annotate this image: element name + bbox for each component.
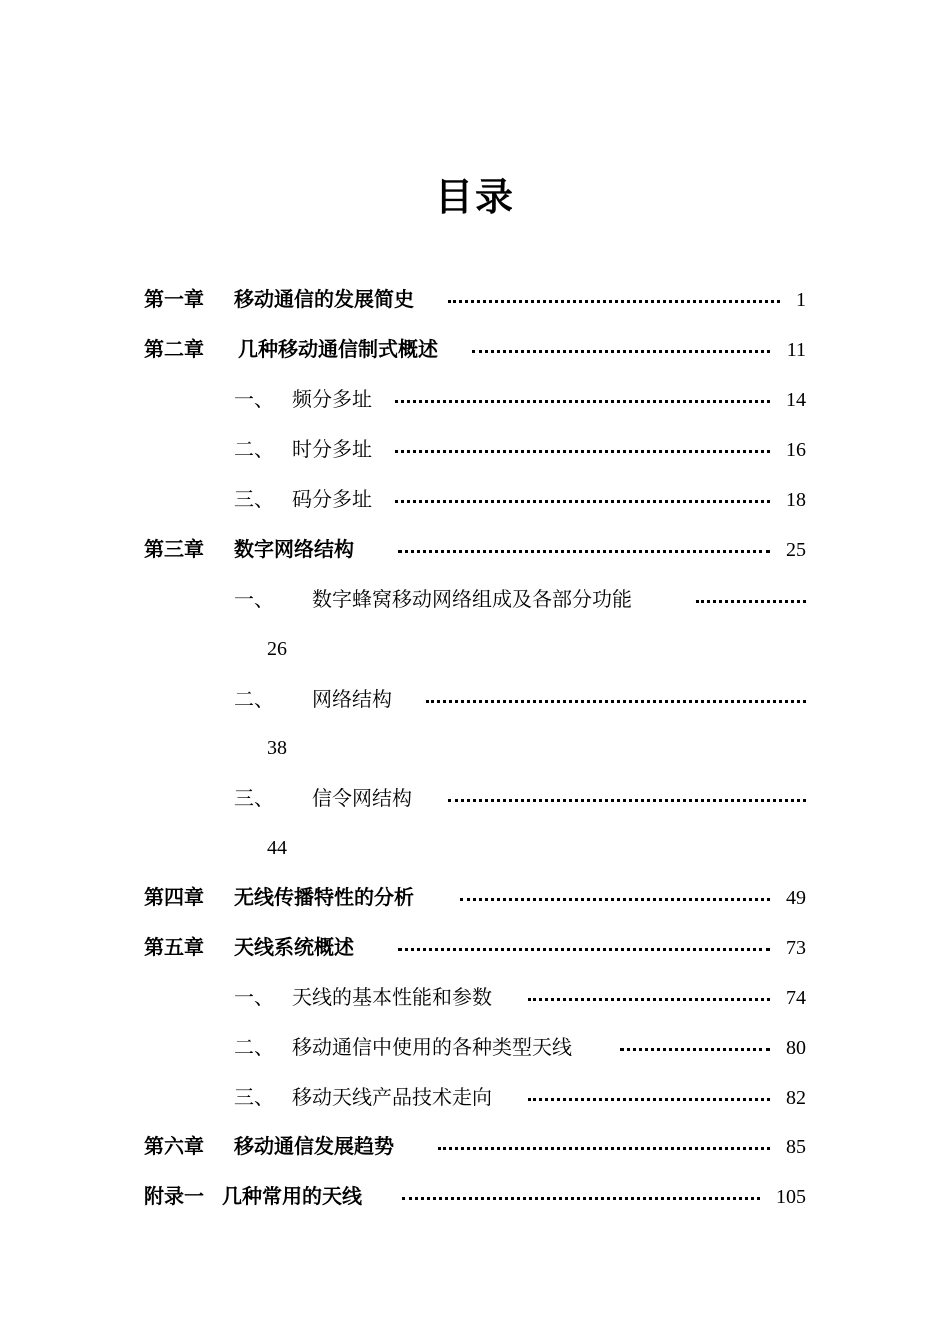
page-number: 74: [786, 987, 806, 1009]
section-title: 时分多址: [292, 437, 372, 461]
section-number: 二、: [234, 437, 274, 461]
dot-leader: [402, 1195, 760, 1200]
page-number: 16: [786, 439, 806, 461]
section-number: 二、: [234, 687, 274, 711]
chapter-label: 第五章: [144, 935, 204, 959]
dot-leader: [448, 298, 780, 303]
section-number: 二、: [234, 1035, 274, 1059]
page-number: 25: [786, 539, 806, 561]
page-number: 1: [796, 289, 806, 311]
chapter-label: 第六章: [144, 1134, 204, 1158]
page-number: 85: [786, 1136, 806, 1158]
section-title: 网络结构: [312, 687, 392, 711]
chapter-title: 移动通信发展趋势: [234, 1134, 394, 1158]
page-number: 11: [786, 339, 806, 361]
chapter-label: 第二章: [144, 337, 204, 361]
page-number: 18: [786, 489, 806, 511]
dot-leader: [395, 448, 770, 453]
dot-leader: [395, 498, 770, 503]
appendix-label: 附录一: [144, 1184, 204, 1208]
page-number: 49: [786, 887, 806, 909]
dot-leader: [398, 548, 770, 553]
chapter-title: 数字网络结构: [234, 537, 354, 561]
dot-leader: [398, 946, 770, 951]
page-number: 26: [267, 638, 287, 660]
dot-leader: [448, 797, 806, 802]
page-number: 82: [786, 1087, 806, 1109]
appendix-title: 几种常用的天线: [222, 1184, 362, 1208]
section-title: 信令网结构: [312, 786, 412, 810]
chapter-label: 第一章: [144, 287, 204, 311]
section-title: 移动通信中使用的各种类型天线: [292, 1035, 572, 1059]
section-title: 天线的基本性能和参数: [292, 985, 492, 1009]
dot-leader: [696, 598, 806, 603]
page-number: 105: [776, 1186, 806, 1208]
section-number: 一、: [234, 587, 274, 611]
section-title: 数字蜂窝移动网络组成及各部分功能: [312, 587, 632, 611]
section-title: 频分多址: [292, 387, 372, 411]
dot-leader: [395, 398, 770, 403]
dot-leader: [460, 896, 770, 901]
page-number: 38: [267, 737, 287, 759]
section-title: 码分多址: [292, 487, 372, 511]
section-number: 三、: [234, 786, 274, 810]
dot-leader: [438, 1145, 770, 1150]
dot-leader: [528, 1096, 770, 1101]
page-number: 80: [786, 1037, 806, 1059]
dot-leader: [472, 348, 770, 353]
section-number: 三、: [234, 487, 274, 511]
chapter-label: 第三章: [144, 537, 204, 561]
chapter-title: 无线传播特性的分析: [234, 885, 414, 909]
section-number: 三、: [234, 1085, 274, 1109]
page-number: 14: [786, 389, 806, 411]
dot-leader: [426, 698, 806, 703]
dot-leader: [620, 1046, 770, 1051]
section-title: 移动天线产品技术走向: [292, 1085, 492, 1109]
page-number: 44: [267, 837, 287, 859]
section-number: 一、: [234, 985, 274, 1009]
chapter-label: 第四章: [144, 885, 204, 909]
page-title: 目录: [434, 175, 515, 219]
page-number: 73: [786, 937, 806, 959]
section-number: 一、: [234, 387, 274, 411]
dot-leader: [528, 996, 770, 1001]
chapter-title: 几种移动通信制式概述: [238, 337, 438, 361]
chapter-title: 天线系统概述: [234, 935, 354, 959]
chapter-title: 移动通信的发展简史: [234, 287, 414, 311]
